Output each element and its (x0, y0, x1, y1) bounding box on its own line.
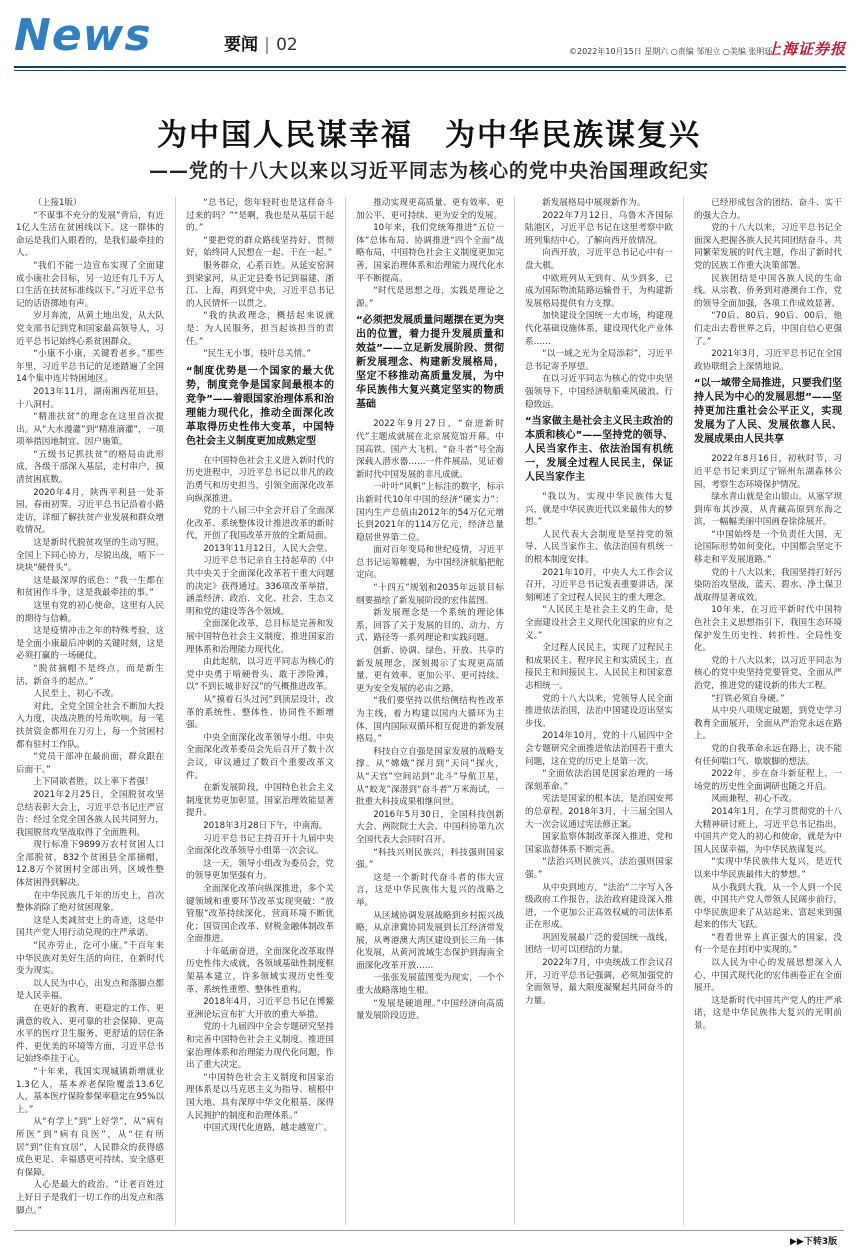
paragraph: 这是疫情冲击之年的特殊考验，这是全面小康最后冲刺的关键时刻，这是必须打赢的一场硬仗。 (16, 626, 164, 662)
article-column-4 (525, 197, 673, 1225)
paragraph: 对此，全党全国全社会不断加大投入力度，决战决胜的号角吹响。每一笔扶贫资金都用在刀刃上，每一个贫困村都有驻村工作队。 (16, 701, 164, 750)
paragraph: “看看世界上真正强大的国家，没有一个是在封闭中实现的。” (694, 932, 842, 956)
paragraph: 人民代表大会制度是坚持党的领导、人民当家作主、依法治国有机统一的根本制度安排。 (525, 529, 673, 566)
paragraph: 2022年8月16日，初秋时节，习近平总书记来到辽宁锦州东湖森林公园，考察生态环境保护情况。 (694, 454, 842, 490)
paragraph: “打铁必须自身硬。” (711, 693, 785, 704)
paragraph: 这是新时代中国共产党人的庄严承诺，这是中华民族伟大复兴的光明前景。 (694, 995, 842, 1032)
paragraph: 十年砥砺奋进，全面深化改革取得历史性伟大成就，各领域基础性制度框架基本建立，许多领域实现历史性变革、系统性重塑、整体性重构。 (186, 946, 334, 995)
paragraph: 创新、协调、绿色、开放、共享的新发展理念，深刻揭示了实现更高质量、更有效率、更加公平、更可持续、更为安全发展的必由之路。 (356, 646, 504, 694)
paragraph: 风雨兼程，初心不改。 (711, 794, 798, 805)
masthead-rule-thin (14, 70, 846, 71)
paragraph: “十四五”规划和2035年远景目标纲要描绘了新发展阶段的宏伟蓝图。 (356, 583, 504, 606)
paragraph: “脱贫摘帽不是终点，而是新生活、新奋斗的起点。” (16, 663, 164, 687)
page-headline: 为中国人民谋幸福 为中华民族谋复兴 (157, 118, 701, 153)
section-name: 要闻 (224, 35, 258, 55)
article-column-1 (16, 197, 164, 1225)
paragraph: 党的十八大以来，党领导人民全面推进依法治国，法治中国建设迈出坚实步伐。 (525, 693, 673, 729)
paragraph: 中欧班列从无到有、从少到多，已成为国际物流陆路运输骨干，为构建新发展格局提供有力支撑。 (525, 273, 673, 309)
paragraph: 2022年7月12日，乌鲁木齐国际陆港区，习近平总书记在这里考察中欧班列集结中心，了解向西开放情况。 (525, 210, 673, 246)
paragraph: 向西开放，习近平总书记心中有一盘大棋。 (525, 248, 673, 271)
paragraph: 这是新时代脱贫攻坚的生动写照。全国上下同心协力，尽锐出战，啃下一块块“硬骨头”。 (16, 538, 164, 574)
paragraph: 已经形成包含的团结、奋斗、实干的强大合力。 (694, 198, 842, 221)
paragraph: 2018年4月，习近平总书记在博鳌亚洲论坛宣布扩大开放的重大举措。 (186, 997, 334, 1020)
paragraph: 习近平总书记主持召开十九届中央全面深化改革领导小组第一次会议。 (186, 833, 334, 857)
paragraph: 宪法是国家的根本法，是治国安邦的总章程。2018年3月，十三届全国人大一次会议通过宪法修正案。 (525, 794, 673, 830)
column-divider (175, 197, 176, 1225)
paragraph: 从小我到大我，从一个人到一个民族，中国共产党人带领人民阔步前行，中华民族迎来了从站起来、富起来到强起来的伟大飞跃。 (694, 882, 842, 931)
paragraph: 这是人类减贫史上的奇迹，这是中国共产党人用行动兑现的庄严承诺。 (16, 915, 164, 939)
paragraph: 这里有党的初心使命，这里有人民的期待与信赖。 (16, 601, 164, 624)
paragraph: “党员干部冲在最前面，群众跟在后面干。” (16, 752, 164, 775)
paragraph: 从中央到地方，“法治”二字写入各级政府工作报告，法治政府建设深入推进，一个更加公正高效权威的司法体系正在形成。 (525, 882, 673, 931)
paragraph: （上接1版） (33, 198, 82, 208)
section-subheading: “制度优势是一个国家的最大优势，制度竞争是国家间最根本的竞争”——着眼国家治理体系和治理能力现代化，推动全面深化改革取得历史性伟大变革，中国特色社会主义制度更加成熟定型 (186, 365, 334, 447)
section-subheading: “以一域带全局推进，只要我们坚持人民为中心的发展思想”——坚持更加注重社会公平正义，实现发展为了人民、发展依靠人民、发展成果由人民共享 (694, 378, 842, 446)
paragraph: 2013年11月12日，人民大会堂。 (203, 543, 333, 554)
paragraph: 绿水青山就是金山银山。从塞罕坝到库布其沙漠，从青藏高原到东海之滨，一幅幅美丽中国画卷徐徐展开。 (694, 492, 842, 528)
paragraph: 2021年3月，习近平总书记在全国政协联组会上深情地说。 (694, 349, 842, 372)
section-label: 要闻 | 02 (224, 35, 298, 55)
paragraph: 习近平总书记亲自主持起草的《中共中央关于全面深化改革若干重大问题的决定》获得通过。336项改革举措，涵盖经济、政治、文化、社会、生态文明和党的建设等各个领域。 (186, 556, 334, 617)
paragraph: 这是最深厚的底色：“我一生都在和贫困作斗争，这是我最牵挂的事。” (16, 575, 164, 599)
news-logo-text: News (14, 10, 152, 61)
paragraph: “科技兴则民族兴，科技强则国家强。” (356, 847, 504, 871)
continued-on-next-page: ▶▶下转3版 (790, 1237, 838, 1247)
paragraph: 由此起航，以习近平同志为核心的党中央勇于啃硬骨头、敢于涉险滩，以“不到长城非好汉”的气概推进改革。 (186, 657, 334, 693)
column-divider (683, 197, 684, 1225)
footer-rule (14, 1230, 844, 1231)
paragraph: 10年来，在习近平新时代中国特色社会主义思想指引下，我国生态环境保护发生历史性、转折性、全局性变化。 (694, 605, 842, 654)
paragraph: 中国式现代化道路，越走越宽广。 (203, 1123, 333, 1134)
paragraph: 一叶叶“风帆”上标注的数字，标示出新时代10年中国的经济“硬实力”：国内生产总值由2012年的54万亿元增长到2021年的114万亿元，经济总量稳居世界第二位。 (356, 482, 504, 543)
paragraph: 以人民为中心，出发点和落脚点都是人民幸福。 (16, 978, 164, 1002)
paragraph: “人民民主是社会主义的生命，是全面建设社会主义现代化国家的应有之义。” (525, 605, 673, 641)
article-body (16, 197, 842, 1225)
paragraph: 2018年3月28日下午，中南海。 (203, 820, 328, 831)
paragraph: “我以为，实现中华民族伟大复兴，就是中华民族近代以来最伟大的梦想。” (525, 492, 673, 528)
page-subheadline: ——党的十八大以来以习近平同志为核心的党中央治国理政纪实 (148, 160, 709, 182)
paragraph: “我的执政理念，概括起来说就是：为人民服务，担当起该担当的责任。” (186, 311, 334, 347)
paragraph: “我们不能一边宣布实现了全面建成小康社会目标，另一边还有几千万人口生活在扶贫标准线以下。”习近平总书记的话语掷地有声。 (16, 260, 164, 309)
paragraph: 一张张发展蓝图变为现实，一个个重大战略落地生根。 (356, 973, 504, 997)
paragraph: “五级书记抓扶贫”的格局由此形成，各级干部深入基层，走村串户，摸清贫困底数。 (16, 449, 164, 486)
column-divider (345, 197, 346, 1225)
paragraph: “法治兴则民族兴，法治强则国家强。” (525, 857, 673, 880)
paragraph: “发展是硬道理。”中国经济向高质量发展阶段迈进。 (356, 998, 504, 1022)
paragraph: “民亦劳止，汔可小康。”千百年来中华民族对美好生活的向往，在新时代变为现实。 (16, 941, 164, 977)
paragraph: 全过程人民民主，实现了过程民主和成果民主、程序民主和实质民主、直接民主和间接民主、人民民主和国家意志相统一。 (525, 643, 673, 691)
paragraph: 2013年11月，湖南湘西花垣县，十八洞村。 (16, 386, 164, 410)
paragraph: 党的自我革命永远在路上，决不能有任何喘口气、歇歇脚的想法。 (694, 743, 842, 767)
paragraph: 2021年2月25日，全国脱贫攻坚总结表彰大会上，习近平总书记庄严宣告：经过全党全国各族人民共同努力，我国脱贫攻坚战取得了全面胜利。 (16, 789, 164, 838)
paragraph: 2016年5月30日，全国科技创新大会、两院院士大会、中国科协第九次全国代表大会同时召开。 (356, 809, 504, 845)
paragraph: 2014年1月，在学习贯彻党的十八大精神研讨班上，习近平总书记指出，中国共产党人的初心和使命，就是为中国人民谋幸福，为中华民族谋复兴。 (694, 806, 842, 855)
newspaper-logo: 上海证券报 (766, 40, 847, 58)
paragraph: 中央全面深化改革领导小组、中央全面深化改革委员会先后召开了数十次会议，审议通过了数百个重要改革文件。 (186, 732, 334, 781)
paragraph: 在中华民族几千年的历史上，首次整体消除了绝对贫困现象。 (16, 890, 164, 914)
paragraph: 2020年4月，陕西平利县一处茶园，春雨初霁。习近平总书记沿着小路走访，详细了解扶贫产业发展和群众增收情况。 (16, 487, 164, 536)
paragraph: 加快建设全国统一大市场，构建现代化基础设施体系，建设现代化产业体系…… (525, 311, 673, 347)
paragraph: 2022年，步在奋斗新征程上，一场党的历史性全面调研也随之开启。 (694, 769, 842, 792)
paragraph: 这一天，领导小组改为委员会，党的领导更加坚强有力。 (186, 858, 334, 882)
paragraph: 岁月奔流，从黄土地出发，从大队党支部书记到党和国家最高领导人，习近平总书记始终心系贫困群众。 (16, 311, 164, 347)
paragraph: 2014年10月，党的十八届四中全会专题研究全面推进依法治国若干重大问题，这在党的历史上是第一次。 (525, 731, 673, 767)
paragraph: 上下同欲者胜，以上率下者强！ (33, 777, 154, 788)
paragraph: “精准扶贫”的理念在这里首次提出。从“大水漫灌”到“精准滴灌”，一项项举措因地制宜、因户施策。 (16, 412, 164, 448)
paragraph: 从区域协调发展战略到乡村振兴战略，从京津冀协同发展到长江经济带发展，从粤港澳大湾区建设到长三角一体化发展，从黄河流域生态保护到海南全面深化改革开放…… (356, 910, 504, 971)
paragraph: 党的十八大以来，以习近平同志为核心的党中央坚持党要管党、全面从严治党，推进党的建设新的伟大工程。 (694, 655, 842, 691)
paragraph: “我们要坚持以供给侧结构性改革为主线，着力构建以国内大循环为主体、国内国际双循环相互促进的新发展格局。” (356, 696, 504, 745)
paragraph: 党的十八大以来，我国坚持打好污染防治攻坚战，蓝天、碧水、净土保卫战取得显著成效。 (694, 567, 842, 603)
paragraph: 人心是最大的政治。“让老百姓过上好日子是我们一切工作的出发点和落脚点。” (16, 1180, 164, 1216)
paragraph: 2021年10月，中央人大工作会议召开，习近平总书记发表重要讲话，深刻阐述了全过程人民民主的重大理念。 (525, 567, 673, 603)
paragraph: 党的十八大以来，习近平总书记全面深入把握各族人民共同团结奋斗、共同繁荣发展的时代主题，作出了新时代党的民族工作重大决策部署。 (694, 223, 842, 271)
paragraph: “70后、80后、90后、00后，他们走出去看世界之后，中国自信心更强了。” (694, 311, 842, 347)
paragraph: “不谋事不充分的发展”背后，有近1亿人生活在贫困线以下。这一群体的命运是我们入眼看的，是我们最牵挂的人。 (16, 210, 164, 259)
paragraph: 国家监察体制改革深入推进，党和国家监督体系不断完善。 (525, 832, 673, 855)
paragraph: 民族团结是中国各族人民的生命线。从宗教、侨务到对港澳台工作，党的领导全面加强，各项工作成效显著。 (694, 273, 842, 309)
paragraph: 新发展理念是一个系统的理论体系，回答了关于发展的目的、动力、方式、路径等一系列理论和实践问题。 (356, 608, 504, 644)
paragraph: 2022年9月27日，“奋进新时代”主题成就展在北京展览馆开幕。中国高铁、国产大飞机、“奋斗者”号全海深载人潜水器……一件件展品，见证着新时代中国发展的非凡成就。 (356, 419, 504, 480)
article-column-2 (186, 197, 334, 1225)
paragraph: 这是一个新时代奋斗者的伟大宣言，这是中华民族伟大复兴的战略之举。 (356, 872, 504, 908)
paragraph: 从中央八项规定破题，到党史学习教育全面展开，全面从严治党永远在路上。 (694, 706, 842, 742)
paragraph: 科技自立自强是国家发展的战略支撑。从“嫦娥”探月到“天问”探火，从“天宫”空间站到“北斗”导航卫星，从“蛟龙”深潜到“奋斗者”万米海试，一批重大科技成果相继问世。 (356, 746, 504, 808)
paragraph: “中国始终是一个负责任大国，无论国际形势如何变化，中国都会坚定不移走和平发展道路。” (694, 529, 842, 566)
article-column-5 (694, 197, 842, 1225)
paragraph: “民生无小事，枝叶总关情。” (203, 349, 311, 360)
paragraph: 党的十八届三中全会开启了全面深化改革、系统整体设计推进改革的新时代，开创了我国改革开放的全新局面。 (186, 506, 334, 542)
news-logo (14, 6, 152, 66)
paragraph: 在更好的教育、更稳定的工作、更满意的收入、更可靠的社会保障、更高水平的医疗卫生服务、更舒适的居住条件、更优美的环境等方面，习近平总书记始终牵挂于心。 (16, 1004, 164, 1065)
paragraph: 全面深化改革，总目标是完善和发展中国特色社会主义制度，推进国家治理体系和治理能力现代化。 (186, 619, 334, 655)
paragraph: “小康不小康，关键看老乡。”那些年里，习近平总书记的足迹踏遍了全国14个集中连片特困地区。 (16, 349, 164, 385)
paragraph: “实现中华民族伟大复兴，是近代以来中华民族最伟大的梦想。” (694, 857, 842, 880)
paragraph: 从“摸着石头过河”到顶层设计，改革的系统性、整体性、协同性不断增强。 (186, 695, 334, 731)
article-column-3 (356, 197, 504, 1225)
paragraph: 新发展格局中展现新作为。 (542, 198, 646, 208)
paragraph: 面对百年变局和世纪疫情，习近平总书记运筹帷幄，为中国经济航船把舵定向。 (356, 545, 504, 581)
masthead (14, 6, 846, 92)
paragraph: 全面深化改革向纵深推进，多个关键领域和重要环节改革实现突破：“放管服”改革持续深化，营商环境不断优化；国资国企改革、财税金融体制改革全面推进。 (186, 883, 334, 945)
section-subheading: “必须把发展质量问题摆在更为突出的位置，着力提升发展质量和效益”——立足新发展阶段、贯彻新发展理念、构建新发展格局，坚定不移推动高质量发展，为中华民族伟大复兴奠定坚实的物质基础 (356, 315, 504, 411)
paragraph: “全面依法治国是国家治理的一场深刻革命。” (525, 769, 673, 792)
paragraph: 10年来，我们党统筹推进“五位一体”总体布局、协调推进“四个全面”战略布局，中国特色社会主义制度更加完善，国家治理体系和治理能力现代化水平不断提高。 (356, 223, 504, 284)
paragraph: 以人民为中心的发展思想深入人心，中国式现代化的宏伟画卷正在全面展开。 (694, 958, 842, 994)
masthead-rule (14, 66, 846, 68)
paragraph: “要把党的群众路线坚持好、贯彻好，始终同人民想在一起、干在一起。” (186, 235, 334, 259)
paragraph: 人民至上，初心不改。 (33, 689, 120, 700)
paragraph: “以一域之光为全局添彩”，习近平总书记寄予厚望。 (525, 349, 673, 372)
paragraph: 巩固发展最广泛的爱国统一战线，团结一切可以团结的力量。 (525, 932, 673, 956)
paragraph: 推动实现更高质量、更有效率、更加公平、更可持续、更为安全的发展。 (356, 198, 504, 221)
date-and-editors: ©2022年10月15日 星期六 ○责编 邹旭立 ○美编 张明环 (569, 47, 773, 56)
paragraph: 在中国特色社会主义进入新时代的历史进程中，习近平总书记以非凡的政治勇气和历史担当，引领全面深化改革向纵深推进。 (186, 455, 334, 504)
paragraph: 在新发展阶段，中国特色社会主义制度优势更加彰显，国家治理效能显著提升。 (186, 783, 334, 819)
paragraph: 在以习近平同志为核心的党中央坚强领导下，中国经济航船乘风破浪、行稳致远。 (525, 374, 673, 410)
paragraph: “十年来，我国实现城镇新增就业1.3亿人，基本养老保险覆盖13.6亿人，基本医疗保险参保率稳定在95%以上。” (16, 1066, 164, 1115)
column-divider (514, 197, 515, 1225)
paragraph: 党的十九届四中全会专题研究坚持和完善中国特色社会主义制度、推进国家治理体系和治理能力现代化问题，作出了重大决定。 (186, 1022, 334, 1071)
paragraph: 从“有学上”到“上好学”，从“病有所医”到“病有良医”，从“住有所居”到“住有宜居”，人民群众的获得感成色更足、幸福感更可持续、安全感更有保障。 (16, 1117, 164, 1178)
paragraph: “时代是思想之母，实践是理论之源。” (356, 286, 504, 309)
page-number: 02 (276, 35, 298, 55)
section-subheading: “当家做主是社会主义民主政治的本质和核心”——坚持党的领导、人民当家作主、依法治国有机统一，发展全过程人民民主，保证人民当家作主 (525, 416, 673, 484)
paragraph: 2022年7月，中央统战工作会议召开，习近平总书记强调，必须加强党的全面领导，最大限度凝聚起共同奋斗的力量。 (525, 958, 673, 1006)
paragraph: 服务群众，心系百姓。从延安窑洞到梁家河，从正定县委书记到福建、浙江、上海，再到党中央，习近平总书记的人民情怀一以贯之。 (186, 260, 334, 309)
paragraph: 现行标准下9899万农村贫困人口全部脱贫，832个贫困县全部摘帽，12.8万个贫困村全部出列，区域性整体贫困得到解决。 (16, 840, 164, 889)
paragraph: “中国特色社会主义制度和国家治理体系是以马克思主义为指导、植根中国大地、具有深厚中华文化根基、深得人民拥护的制度和治理体系。” (186, 1072, 334, 1121)
paragraph: “总书记，您年轻时也是这样奋斗过来的吗？”“是啊，我也是从基层干起的。” (186, 198, 334, 234)
